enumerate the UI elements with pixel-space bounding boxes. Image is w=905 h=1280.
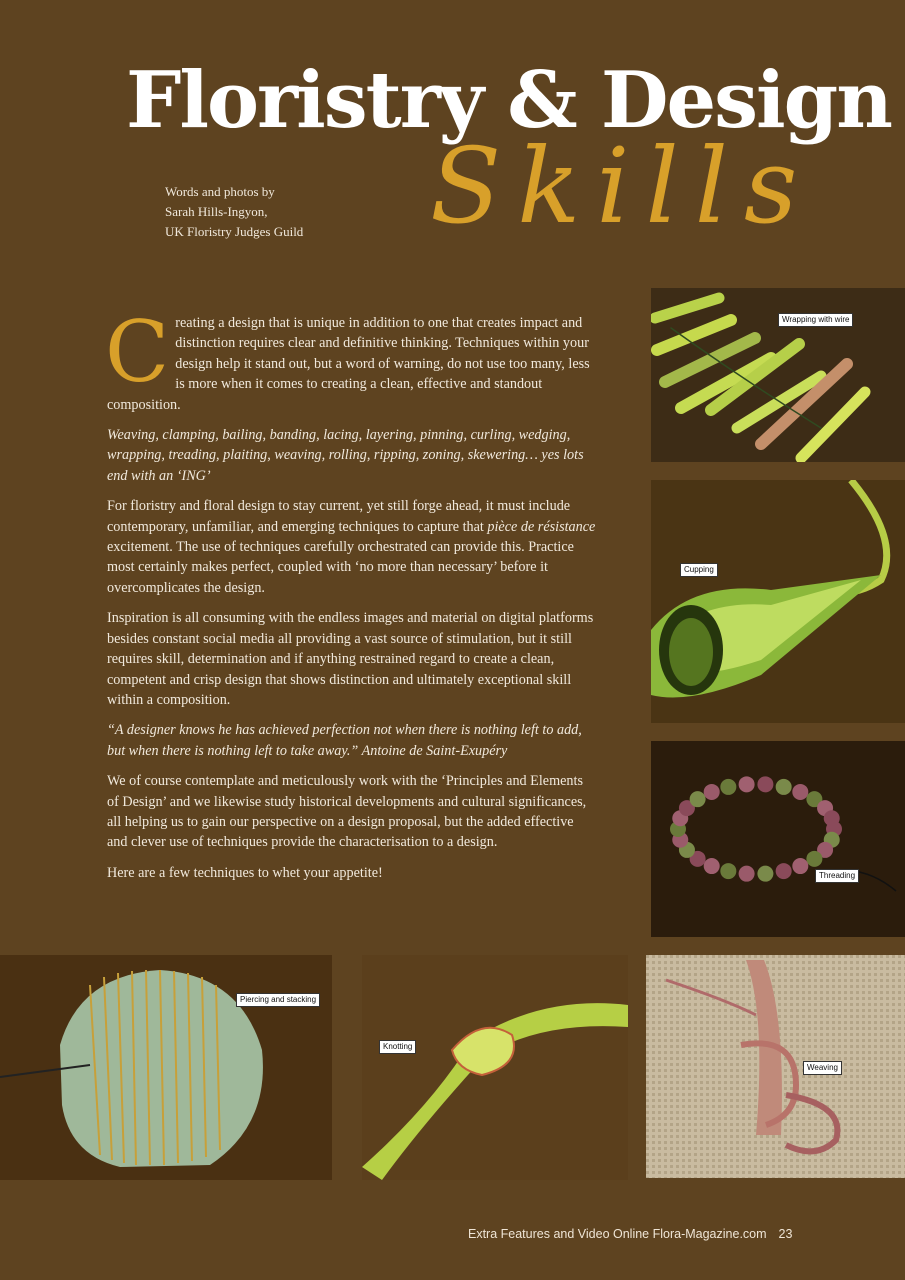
page-footer (468, 1227, 792, 1241)
photo-label: Knotting (379, 1040, 416, 1054)
intro-paragraph (105, 303, 597, 415)
bead (739, 776, 755, 792)
photo-threading (651, 741, 905, 937)
script-subtitle: Skills (430, 125, 814, 247)
bead (720, 779, 736, 795)
byline (165, 182, 303, 242)
drop-cap: C (105, 303, 170, 401)
knotting-illustration (362, 955, 628, 1180)
paragraph-text: excitement. The use of techniques carefully orchestrated can provide this. Practice most certainly makes perfect, coupled with ‘no more than necessary’ before it overcomplicates the design. (107, 539, 574, 596)
photo-label: Cupping (680, 563, 718, 577)
piercing-illustration (0, 955, 332, 1180)
paragraph-principles: We of course contemplate and meticulously work with the ‘Principles and Elements of Design’ and we likewise study historical developments and cultural significances, all helping us to gain our perspective on a design proposal, but the added effective and clever use of techniques provide the characterisation to a design. (107, 773, 587, 851)
weaving-illustration (646, 955, 905, 1178)
byline-line: Words and photos by (165, 184, 275, 199)
photo-knotting (362, 955, 628, 1180)
article-body (105, 303, 597, 893)
technique-list: Weaving, clamping, bailing, banding, lacing, layering, pinning, curling, wedging, wrapping, treading, plaiting, weaving, rolling, ripping, zoning, skewering… yes lots end with an ‘ING’ (107, 427, 584, 484)
paragraph-closing: Here are a few techniques to whet your appetite! (107, 864, 383, 881)
page-title: Floristry & Design (126, 55, 891, 146)
bead (757, 776, 773, 792)
bead (704, 784, 720, 800)
cupping-illustration (651, 480, 905, 723)
photo-wrapping (651, 288, 905, 462)
bead (739, 866, 755, 882)
page-number: 23 (778, 1227, 793, 1241)
paragraph-contemporary (107, 496, 597, 598)
byline-line: Sarah Hills-Ingyon, (165, 204, 268, 219)
photo-cupping (651, 480, 905, 723)
photo-weaving (646, 955, 905, 1178)
bead (704, 858, 720, 874)
photo-label: Piercing and stacking (236, 993, 320, 1007)
photo-piercing (0, 955, 332, 1180)
bead (776, 863, 792, 879)
photo-label: Threading (815, 869, 859, 883)
threading-illustration (651, 741, 905, 937)
byline-line: UK Floristry Judges Guild (165, 224, 304, 239)
paragraph-text: For floristry and floral design to stay current, yet still forge ahead, it must include contemporary, unfamiliar, and emerging techniques to capture that (107, 498, 571, 535)
intro-text: reating a design that is unique in addition to one that creates impact and distinction requires clear and definitive thinking. Techniques within your design help it stand out, but a word of warning, do not use too many, less is more when it comes to creating a clean, effective and standout composition. (107, 315, 590, 413)
photo-label: Wrapping with wire (778, 313, 853, 327)
bead (776, 779, 792, 795)
quote: “A designer knows he has achieved perfection not when there is nothing left to add, but when there is nothing left to take away.” Antoine de Saint-Exupéry (107, 722, 582, 759)
bead (792, 784, 808, 800)
bead (720, 863, 736, 879)
paragraph-inspiration: Inspiration is all consuming with the endless images and material on digital platforms besides constant social media all providing a vast source of stimulation, but it still requires skill, determination and if anything restrained regard to create a clean, competent and crisp design that shows distinction and ultimately exceptional skill within a composition. (107, 610, 594, 708)
footer-text: Extra Features and Video Online Flora-Magazine.com (468, 1227, 767, 1241)
bead (690, 791, 706, 807)
bead (792, 858, 808, 874)
bead (757, 866, 773, 882)
paragraph-italic: pièce de résistance (487, 518, 596, 535)
photo-label: Weaving (803, 1061, 842, 1075)
bead (806, 851, 822, 867)
bead (824, 810, 840, 826)
